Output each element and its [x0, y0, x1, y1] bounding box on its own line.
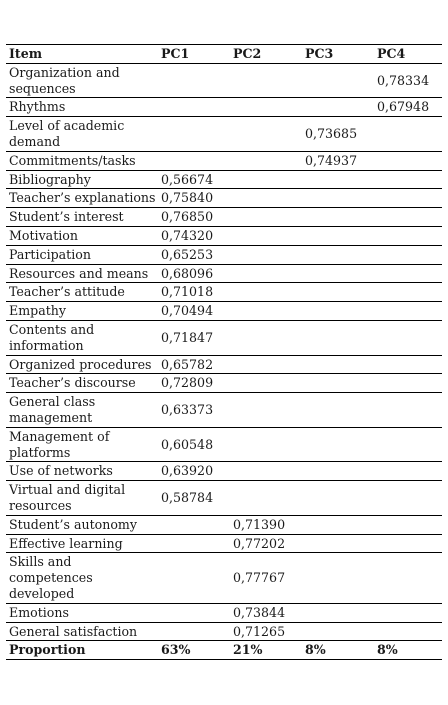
- row-pc4-value: [374, 427, 442, 462]
- row-pc2-value: 0,77202: [230, 534, 302, 553]
- row-pc3-value: [302, 603, 374, 622]
- row-pc1-value: [158, 151, 230, 170]
- row-pc2-value: [230, 208, 302, 227]
- row-pc4-value: [374, 117, 442, 152]
- table-row: [6, 264, 442, 283]
- row-pc4-value: [374, 245, 442, 264]
- header-pc2: PC2: [230, 45, 302, 64]
- row-item-label: Student’s autonomy: [6, 515, 158, 534]
- row-pc1-value: 0,72809: [158, 374, 230, 393]
- row-pc2-value: [230, 355, 302, 374]
- row-pc1-value: 0,63373: [158, 393, 230, 428]
- row-pc2-value: [230, 189, 302, 208]
- table-row: [6, 515, 442, 534]
- row-item-label: Use of networks: [6, 462, 158, 481]
- proportion-row: [6, 641, 442, 660]
- header-item: Item: [6, 45, 158, 64]
- row-pc1-value: [158, 98, 230, 117]
- row-pc3-value: [302, 226, 374, 245]
- row-pc4-value: [374, 151, 442, 170]
- proportion-pc4: 8%: [374, 641, 442, 660]
- row-pc1-value: 0,75840: [158, 189, 230, 208]
- row-pc4-value: [374, 355, 442, 374]
- row-item-label: Motivation: [6, 226, 158, 245]
- table-row: [6, 98, 442, 117]
- row-pc2-value: [230, 427, 302, 462]
- row-item-label: Organization and sequences: [6, 63, 158, 98]
- row-pc4-value: [374, 283, 442, 302]
- table-row: [6, 374, 442, 393]
- table-row: [6, 427, 442, 462]
- row-pc3-value: [302, 515, 374, 534]
- row-pc3-value: 0,74937: [302, 151, 374, 170]
- table-row: [6, 603, 442, 622]
- table-row: [6, 553, 442, 603]
- row-pc3-value: [302, 245, 374, 264]
- table-row: [6, 481, 442, 516]
- row-pc3-value: [302, 622, 374, 641]
- row-pc3-value: 0,73685: [302, 117, 374, 152]
- loadings-table-container: [6, 44, 442, 660]
- row-pc2-value: [230, 117, 302, 152]
- row-pc1-value: 0,65782: [158, 355, 230, 374]
- table-row: [6, 393, 442, 428]
- row-pc2-value: 0,77767: [230, 553, 302, 603]
- row-pc2-value: [230, 374, 302, 393]
- row-pc1-value: 0,68096: [158, 264, 230, 283]
- row-item-label: General satisfaction: [6, 622, 158, 641]
- table-row: [6, 622, 442, 641]
- row-item-label: Rhythms: [6, 98, 158, 117]
- row-pc4-value: [374, 553, 442, 603]
- row-pc1-value: [158, 63, 230, 98]
- row-item-label: Effective learning: [6, 534, 158, 553]
- proportion-pc3: 8%: [302, 641, 374, 660]
- row-pc2-value: [230, 98, 302, 117]
- table-row: [6, 117, 442, 152]
- row-pc4-value: 0,78334: [374, 63, 442, 98]
- table-row: [6, 302, 442, 321]
- table-row: [6, 151, 442, 170]
- row-pc2-value: 0,71390: [230, 515, 302, 534]
- row-pc2-value: 0,73844: [230, 603, 302, 622]
- row-pc1-value: 0,70494: [158, 302, 230, 321]
- row-pc2-value: [230, 302, 302, 321]
- row-item-label: Management of platforms: [6, 427, 158, 462]
- table-row: [6, 355, 442, 374]
- row-pc4-value: [374, 534, 442, 553]
- row-pc4-value: [374, 393, 442, 428]
- row-item-label: General class management: [6, 393, 158, 428]
- header-pc1: PC1: [158, 45, 230, 64]
- row-pc3-value: [302, 427, 374, 462]
- row-pc4-value: [374, 302, 442, 321]
- row-pc3-value: [302, 320, 374, 355]
- row-item-label: Skills and competences developed: [6, 553, 158, 603]
- row-pc1-value: [158, 534, 230, 553]
- row-pc3-value: [302, 374, 374, 393]
- row-item-label: Resources and means: [6, 264, 158, 283]
- row-pc2-value: [230, 151, 302, 170]
- row-pc4-value: [374, 264, 442, 283]
- row-item-label: Commitments/tasks: [6, 151, 158, 170]
- row-item-label: Emotions: [6, 603, 158, 622]
- proportion-pc1: 63%: [158, 641, 230, 660]
- row-pc3-value: [302, 481, 374, 516]
- row-pc1-value: 0,56674: [158, 170, 230, 189]
- row-pc1-value: [158, 553, 230, 603]
- row-pc1-value: [158, 515, 230, 534]
- row-pc1-value: 0,76850: [158, 208, 230, 227]
- row-item-label: Teacher’s attitude: [6, 283, 158, 302]
- row-pc2-value: [230, 63, 302, 98]
- row-pc3-value: [302, 98, 374, 117]
- row-pc4-value: [374, 226, 442, 245]
- row-pc4-value: [374, 189, 442, 208]
- row-pc4-value: [374, 515, 442, 534]
- row-item-label: Virtual and digital resources: [6, 481, 158, 516]
- table-body: [6, 63, 442, 641]
- row-pc3-value: [302, 393, 374, 428]
- row-pc3-value: [302, 264, 374, 283]
- row-pc4-value: 0,67948: [374, 98, 442, 117]
- row-pc2-value: [230, 462, 302, 481]
- row-pc3-value: [302, 462, 374, 481]
- row-pc2-value: [230, 264, 302, 283]
- row-pc4-value: [374, 374, 442, 393]
- row-pc2-value: [230, 245, 302, 264]
- row-pc1-value: 0,65253: [158, 245, 230, 264]
- row-item-label: Bibliography: [6, 170, 158, 189]
- row-pc4-value: [374, 481, 442, 516]
- row-pc2-value: [230, 320, 302, 355]
- header-pc4: PC4: [374, 45, 442, 64]
- row-item-label: Teacher’s discourse: [6, 374, 158, 393]
- table-row: [6, 462, 442, 481]
- row-item-label: Teacher’s explanations: [6, 189, 158, 208]
- row-pc3-value: [302, 189, 374, 208]
- row-pc1-value: [158, 622, 230, 641]
- row-item-label: Student’s interest: [6, 208, 158, 227]
- row-pc4-value: [374, 622, 442, 641]
- table-row: [6, 283, 442, 302]
- loadings-table: [6, 44, 442, 660]
- table-row: [6, 534, 442, 553]
- row-item-label: Level of academic demand: [6, 117, 158, 152]
- row-pc3-value: [302, 355, 374, 374]
- table-header-row: [6, 45, 442, 64]
- row-item-label: Empathy: [6, 302, 158, 321]
- row-pc3-value: [302, 208, 374, 227]
- row-pc3-value: [302, 63, 374, 98]
- row-item-label: Organized procedures: [6, 355, 158, 374]
- table-row: [6, 189, 442, 208]
- row-pc4-value: [374, 603, 442, 622]
- row-pc1-value: 0,60548: [158, 427, 230, 462]
- table-row: [6, 208, 442, 227]
- row-pc1-value: 0,58784: [158, 481, 230, 516]
- row-pc4-value: [374, 462, 442, 481]
- row-item-label: Participation: [6, 245, 158, 264]
- row-pc2-value: 0,71265: [230, 622, 302, 641]
- row-pc1-value: [158, 117, 230, 152]
- row-pc2-value: [230, 393, 302, 428]
- row-pc3-value: [302, 553, 374, 603]
- proportion-label: Proportion: [6, 641, 158, 660]
- table-row: [6, 245, 442, 264]
- row-pc2-value: [230, 283, 302, 302]
- table-row: [6, 63, 442, 98]
- header-pc3: PC3: [302, 45, 374, 64]
- row-pc4-value: [374, 170, 442, 189]
- row-pc2-value: [230, 226, 302, 245]
- row-pc1-value: 0,71847: [158, 320, 230, 355]
- table-row: [6, 226, 442, 245]
- row-pc3-value: [302, 170, 374, 189]
- table-row: [6, 170, 442, 189]
- row-pc3-value: [302, 283, 374, 302]
- row-pc1-value: [158, 603, 230, 622]
- row-pc2-value: [230, 481, 302, 516]
- row-pc3-value: [302, 534, 374, 553]
- row-pc4-value: [374, 208, 442, 227]
- table-row: [6, 320, 442, 355]
- row-pc1-value: 0,63920: [158, 462, 230, 481]
- row-pc4-value: [374, 320, 442, 355]
- row-pc1-value: 0,71018: [158, 283, 230, 302]
- row-pc1-value: 0,74320: [158, 226, 230, 245]
- row-item-label: Contents and information: [6, 320, 158, 355]
- row-pc2-value: [230, 170, 302, 189]
- proportion-pc2: 21%: [230, 641, 302, 660]
- row-pc3-value: [302, 302, 374, 321]
